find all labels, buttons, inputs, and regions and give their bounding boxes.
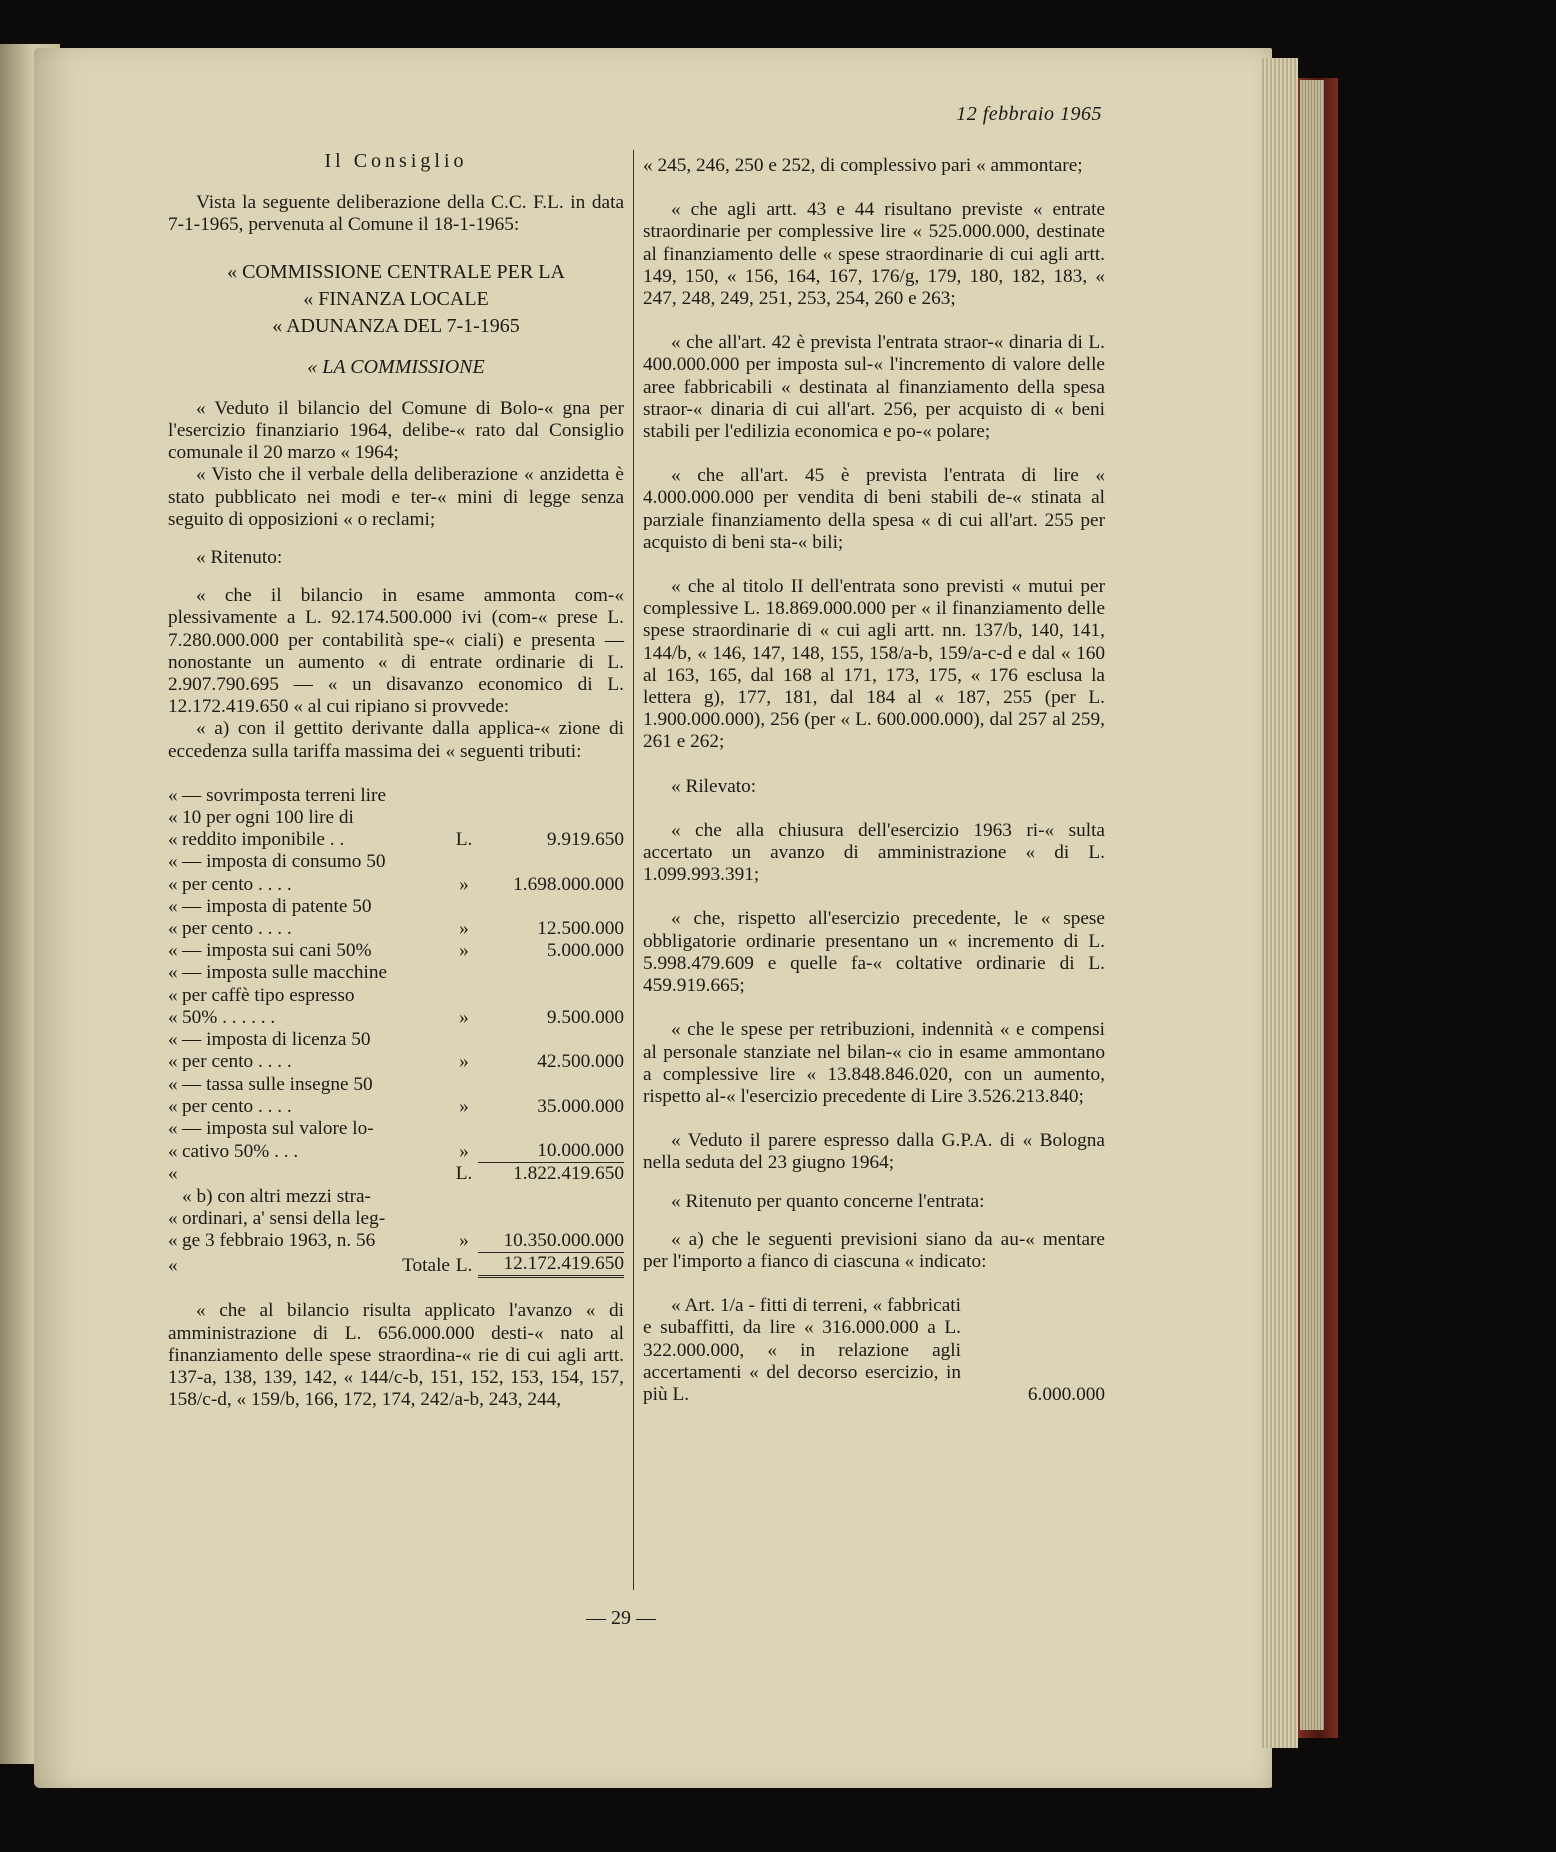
tax-amount: 1.822.419.650 [478,1163,624,1186]
paragraph-rispetto: « che, rispetto all'esercizio precedente, le « spese obbligatorie ordinarie presentano un « incremento di L. 5.998.479.609 e quelle fa-« coltative ordinarie di L. 459.919.665; [643,908,1105,997]
quote-mark: « [168,1230,178,1252]
section-title: Il Consiglio [324,150,468,172]
tax-row [168,918,624,940]
tax-label: — sovrimposta terreni lire [182,784,387,806]
tax-amount [478,1208,624,1230]
quote-mark: « [168,1140,178,1162]
paragraph-retribuzioni: « che le spese per retribuzioni, indennità « e compensi al personale stanziate nel bilan-« cio in esame ammontano a complessive lire « 13.848.846.020, con un aumento, rispetto al-« l'esercizio precedente di Lire 3.526.213.840; [643,1019,1105,1107]
tax-amount [478,851,624,873]
tax-label: reddito imponibile . . [182,829,345,851]
tax-row [168,1208,624,1230]
paragraph-rilevato: « Rilevato: [671,775,757,797]
tax-row [168,851,624,873]
heading-line-1: « COMMISSIONE CENTRALE PER LA [227,260,565,283]
tax-amount [478,896,624,918]
tax-label: per cento . . . . [182,873,292,895]
tax-label [182,1163,450,1186]
currency-mark [450,1074,478,1096]
page-stack-edge [1262,58,1298,1748]
tax-amount [478,807,624,829]
currency-mark: » [459,1140,469,1162]
currency-mark [450,1208,478,1230]
quote-mark [168,1186,182,1208]
quote-mark: « [168,1029,178,1051]
intro-paragraph: Vista la seguente deliberazione della C.C. F.L. in data 7-1-1965, pervenuta al Comune il 18-1-1965: [168,192,624,236]
page-number: — 29 — [586,1607,656,1629]
quote-mark: « [168,873,178,895]
art-1a-amount: 6.000.000 [1027,1383,1105,1405]
paragraph-a: « a) con il gettito derivante dalla applica-« zione di eccedenza sulla tariffa massima dei « seguenti tributi: [168,718,624,762]
column-divider [633,150,634,1590]
tax-label: — imposta sul valore lo- [182,1117,374,1139]
tax-row [168,896,624,918]
tax-amount [478,1186,624,1208]
art-1a-entry [643,1295,1105,1406]
tax-label: — imposta di licenza 50 [182,1029,371,1051]
currency-mark [450,985,478,1007]
heading-line-2: « FINANZA LOCALE [303,287,489,310]
tax-amount: 5.000.000 [546,940,624,962]
tax-label: cativo 50% . . . [182,1140,299,1162]
tax-amount: 10.350.000.000 [503,1229,624,1251]
currency-mark [450,1186,478,1208]
quote-mark: « [168,784,178,806]
quote-mark: « [168,1207,178,1229]
tax-label: 10 per ogni 100 lire di [182,807,354,829]
currency-mark: » [459,918,469,940]
tax-row [168,1007,624,1029]
paragraph-titolo-ii: « che al titolo II dell'entrata sono previsti « mutui per complessive L. 18.869.000.000 per « il finanziamento delle spese straordinarie di « cui agli artt. nn. 137/b, 140, 141, 144/b, « 146, 147, 148, 155, 158/a-b, 159/a-c-d e dal « 160 al 163, 165, dal 168 al 171, 173, 175, « 176 esclusa la lettera g), 177, 181, dal 184 al « 187, 255 (per L. 1.900.000.000), 256 (per « L. 600.000.000), dal 257 al 259, 261 e 262; [643,576,1105,753]
paragraph-art-43: « che agli artt. 43 e 44 risultano previste « entrate straordinarie per complessive lire « 525.000.000, destinate al finanziamento delle « spese straordinarie di cui agli artt. 149, 150, « 156, 164, 167, 176/g, 179, 180, 182, 183, « 247, 248, 249, 251, 253, 254, 260 e 263; [643,199,1105,310]
currency-mark: » [459,1095,469,1117]
quote-mark: « [168,1051,178,1073]
tax-label: — imposta di consumo 50 [182,851,386,873]
tax-amount: 9.919.650 [546,829,624,851]
quote-mark: « [168,1117,178,1139]
currency-mark [450,807,478,829]
quote-mark: « [168,1073,178,1095]
currency-mark [450,1029,478,1051]
paragraph-continuation: « 245, 246, 250 e 252, di complessivo pari « ammontare; [643,155,1083,176]
tax-row [168,1163,624,1186]
tax-row [168,1118,624,1140]
quote-mark: « [168,918,178,940]
tax-label: per cento . . . . [182,1051,292,1073]
tax-row [168,1029,624,1051]
quote-mark: « [168,984,178,1006]
tax-label: « b) con altri mezzi stra- [182,1185,371,1207]
tax-amount [478,1118,624,1140]
tax-row [168,829,624,851]
tax-amount: 1.698.000.000 [513,873,624,895]
tax-row [168,1140,624,1163]
quote-mark: « [168,962,178,984]
currency-mark: » [459,1230,469,1252]
quote-mark: « [168,1095,178,1117]
tax-amount: 42.500.000 [537,1051,624,1073]
quote-mark: « [168,940,178,962]
tax-label: per caffè tipo espresso [182,984,355,1006]
tax-row [168,1253,624,1277]
tax-label: — tassa sulle insegne 50 [182,1073,373,1095]
currency-mark: L. [455,829,473,851]
right-column [643,155,1105,1406]
tax-label: — imposta sui cani 50% [182,940,372,962]
tax-row [168,807,624,829]
paragraph-avanzo: « che al bilancio risulta applicato l'avanzo « di amministrazione di L. 656.000.000 desti-« nato al finanziamento delle spese straordina-« rie di cui agli artt. 137-a, 138, 139, 142, « 144/c-b, 151, 152, 153, 154, 157, 158/c-d, « 159/b, 166, 172, 174, 242/a-b, 243, 244, [168,1300,624,1411]
tax-row [168,940,624,962]
tax-table [168,785,624,1278]
quote-mark: « [168,1163,178,1185]
currency-mark: » [459,1051,469,1073]
currency-mark: L. [455,1254,473,1276]
commission-heading: « LA COMMISSIONE [307,355,485,378]
tax-amount [478,785,624,807]
paragraph-entrata: « Ritenuto per quanto concerne l'entrata: [671,1190,985,1212]
tax-amount [478,985,624,1007]
heading-line-3: « ADUNANZA DEL 7-1-1965 [272,314,520,337]
currency-mark [450,896,478,918]
running-head-date: 12 febbraio 1965 [956,103,1102,125]
quote-mark: « [168,851,178,873]
currency-mark [450,1118,478,1140]
quote-mark: « [168,807,178,829]
tax-label: per cento . . . . [182,1095,292,1117]
quote-mark: « [168,895,178,917]
tax-amount: 35.000.000 [537,1095,624,1117]
tax-row [168,1186,624,1208]
currency-mark [450,851,478,873]
paragraph-esercizio-1963: « che alla chiusura dell'esercizio 1963 ri-« sulta accertato un avanzo di amministrazione « di L. 1.099.993.391; [643,819,1105,886]
binding-page-edges [1300,80,1324,1730]
tax-label: Totale [402,1254,450,1276]
art-1a-text: « Art. 1/a - fitti di terreni, « fabbricati e subaffitti, da lire « 316.000.000 a L. 322.000.000, « in relazione agli accertamenti « del decorso esercizio, in più L. [643,1295,961,1405]
tax-amount: 12.172.419.650 [478,1253,624,1277]
tax-label: — imposta di patente 50 [182,895,372,917]
tax-amount [478,1029,624,1051]
currency-mark: » [459,940,469,962]
paragraph-bilancio: « che il bilancio in esame ammonta com-« plessivamente a L. 92.174.500.000 ivi (com-« prese L. 7.280.000.000 per contabilità spe-« ciali) e presenta — nonostante un aumento « di entrate ordinarie di L. 2.907.790.695 — « un disavanzo economico di L. 12.172.419.650 « al cui ripiano si provvede: [168,585,624,718]
quote-mark: « [168,1006,178,1028]
currency-mark: » [459,1006,469,1028]
tax-row [168,874,624,896]
tax-row [168,785,624,807]
tax-row [168,985,624,1007]
currency-mark [450,962,478,984]
tax-row [168,962,624,984]
tax-label: ordinari, a' sensi della leg- [182,1207,386,1229]
currency-mark: L. [455,1163,473,1185]
tax-row [168,1074,624,1096]
paragraph-aumentare: « a) che le seguenti previsioni siano da au-« mentare per l'importo a fianco di ciascuna « indicato: [643,1228,1105,1272]
tax-label: per cento . . . . [182,918,292,940]
paragraph-art-42: « che all'art. 42 è prevista l'entrata straor-« dinaria di L. 400.000.000 per imposta sul-« l'incremento di valore delle aree fabbricabili « destinata al finanziamento della spesa straor-« dinaria di cui all'art. 256, per acquisto di « beni stabili per l'edilizia economica e po-« polare; [643,332,1105,443]
left-column [168,150,624,1411]
paragraph-ritenuto: « Ritenuto: [196,547,283,569]
tax-row [168,1096,624,1118]
tax-row [168,1051,624,1073]
paragraph-visto: « Visto che il verbale della deliberazione « anzidetta è stato pubblicato nei modi e ter-« mini di legge senza seguito di opposizioni « o reclami; [168,464,624,530]
tax-amount [478,962,624,984]
quote-mark: « [168,829,178,851]
tax-row [168,1230,624,1253]
tax-label: 50% . . . . . . [182,1006,276,1028]
tax-amount: 9.500.000 [546,1006,624,1028]
currency-mark [450,785,478,807]
tax-label: ge 3 febbraio 1963, n. 56 [182,1230,376,1252]
paragraph-art-45: « che all'art. 45 è prevista l'entrata di lire « 4.000.000.000 per vendita di beni stabili de-« stinata al parziale finanziamento della spesa « di cui all'art. 255 per acquisto di beni sta-« bili; [643,465,1105,553]
paragraph-veduto: « Veduto il bilancio del Comune di Bolo-« gna per l'esercizio finanziario 1964, delibe-« rato dal Consiglio comunale il 20 marzo « 1964; [168,397,624,464]
currency-mark: » [459,873,469,895]
tax-label: — imposta sulle macchine [182,962,388,984]
tax-amount: 12.500.000 [537,918,624,940]
quote-mark: « [168,1254,178,1276]
paragraph-gpa: « Veduto il parere espresso dalla G.P.A. di « Bologna nella seduta del 23 giugno 1964; [643,1130,1105,1174]
tax-amount: 10.000.000 [537,1140,624,1162]
tax-amount [478,1074,624,1096]
